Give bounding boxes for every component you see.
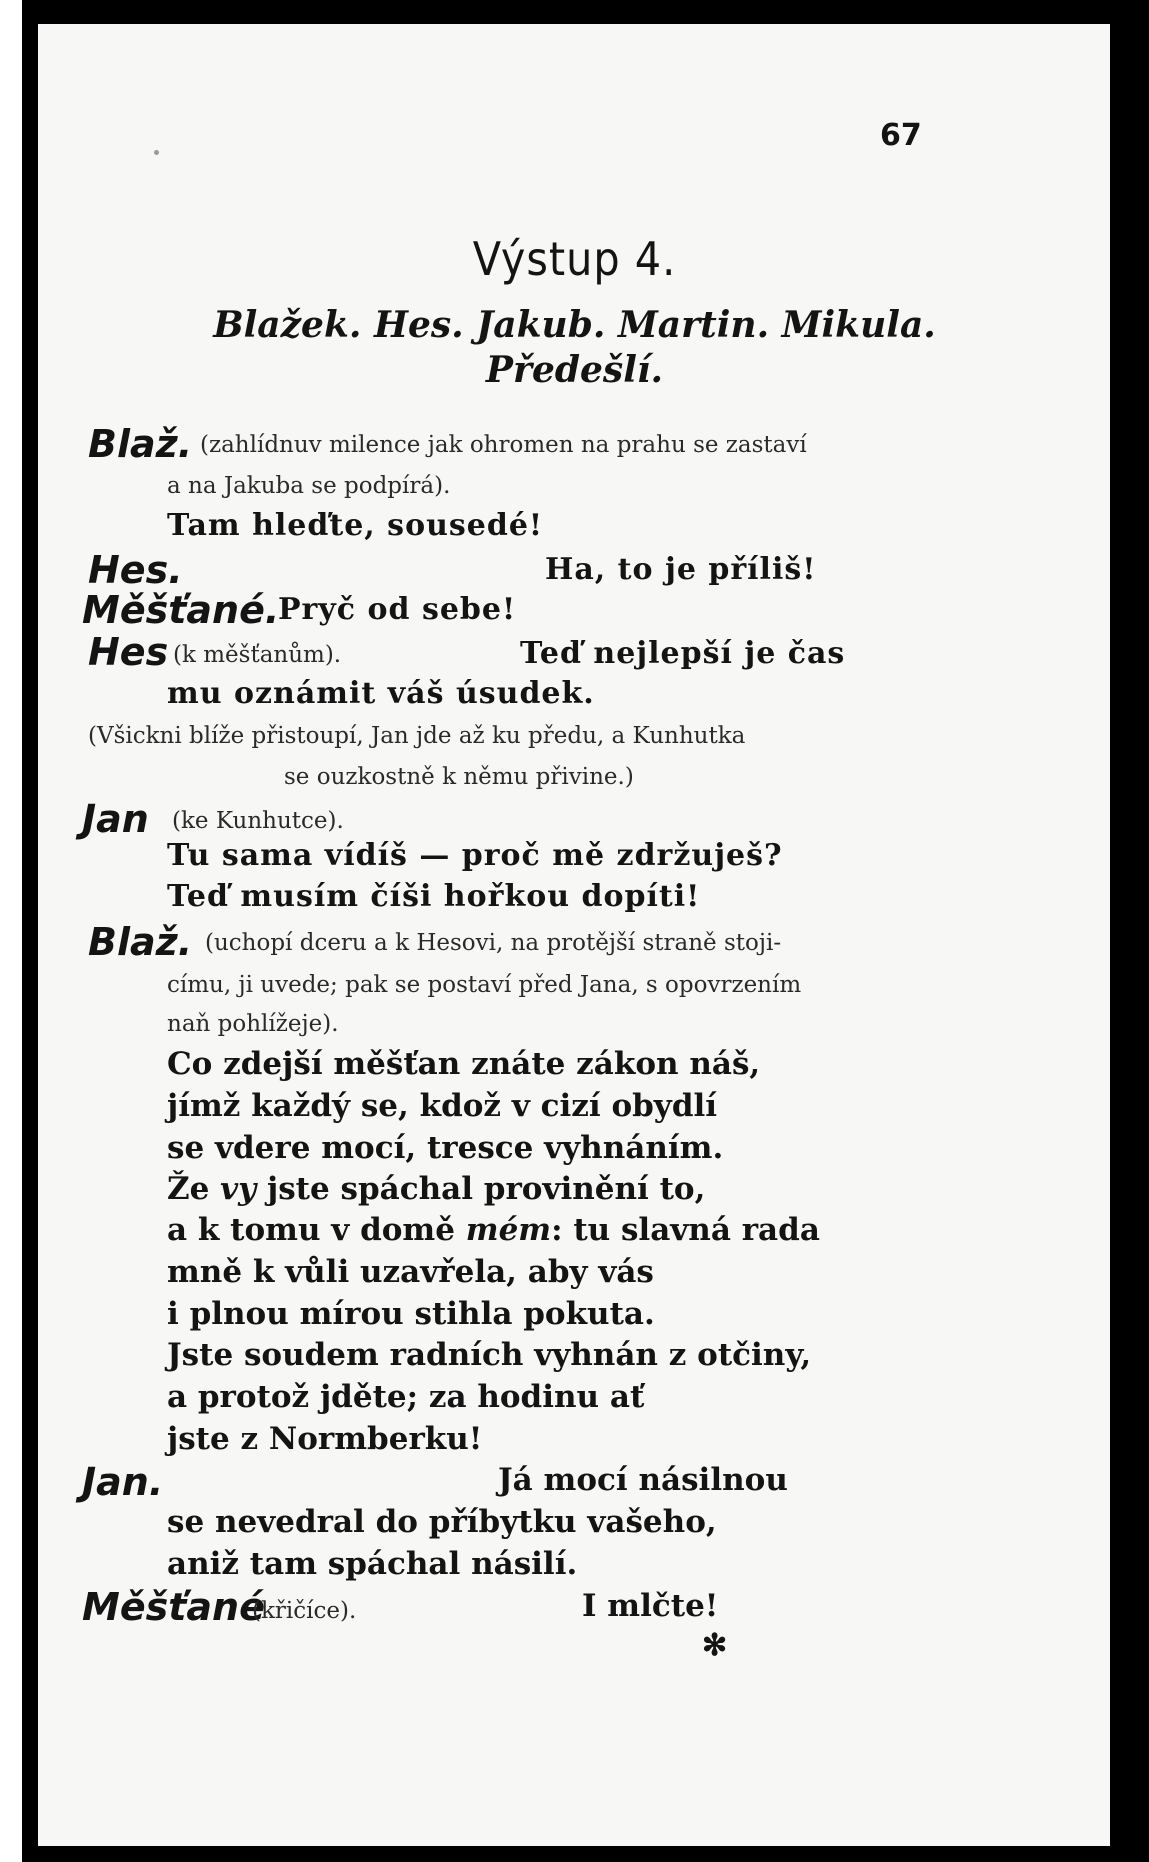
verse-line xyxy=(167,1171,705,1207)
stage-direction: a na Jakuba se podpírá). xyxy=(167,473,451,499)
cast-list-line-2: Předešlí. xyxy=(485,349,664,391)
emphasized-word: vy xyxy=(220,1171,257,1207)
speaker-name: Měšťané xyxy=(82,1585,265,1629)
verse-line: Jste soudem radních vyhnán z otčiny, xyxy=(167,1337,812,1373)
verse-line: jímž každý se, kdož v cizí obydlí xyxy=(167,1088,718,1124)
speaker-name: Hes xyxy=(88,630,169,674)
scan-speck xyxy=(154,150,159,155)
verse-line xyxy=(167,1212,820,1248)
stage-direction: címu, ji uvede; pak se postaví před Jana, s opovrzením xyxy=(167,972,802,998)
verse-line: mně k vůli uzavřela, aby vás xyxy=(167,1254,654,1290)
verse-word: Že xyxy=(167,1171,210,1207)
verse-line: i plnou mírou stihla pokuta. xyxy=(167,1296,655,1332)
speaker-name: Jan. xyxy=(82,1460,164,1504)
verse-line: Pryč od sebe! xyxy=(278,592,517,627)
speaker-name: Blaž. xyxy=(88,920,193,964)
verse-line: Tu sama vídíš — proč mě zdržuješ? xyxy=(167,838,783,873)
stage-direction: (Všickni blíže přistoupí, Jan jde až ku předu, a Kunhutka xyxy=(88,723,746,749)
page-number: 67 xyxy=(880,118,922,153)
verse-word: jste spáchal provinění to, xyxy=(266,1171,706,1207)
verse-line: I mlčte! xyxy=(582,1588,719,1624)
speaker-name: Blaž. xyxy=(88,422,193,466)
stage-direction: (k měšťanům). xyxy=(173,642,342,668)
verse-line: aniž tam spáchal násilí. xyxy=(167,1546,578,1582)
stage-direction: naň pohlížeje). xyxy=(167,1011,339,1037)
verse-line: Já mocí násilnou xyxy=(498,1462,788,1498)
emphasized-word: mém xyxy=(465,1212,552,1248)
stage-direction: (ke Kunhutce). xyxy=(172,808,344,834)
verse-word: : tu slavná rada xyxy=(551,1212,820,1248)
speaker-name: Jan xyxy=(82,797,149,841)
verse-line: a protož jděte; za hodinu ať xyxy=(167,1379,645,1415)
stage-direction: (křičíce). xyxy=(252,1598,357,1624)
verse-word: a k tomu v domě xyxy=(167,1212,455,1248)
verse-line: Ha, to je příliš! xyxy=(545,552,817,587)
scene-heading: Výstup 4. xyxy=(472,232,677,286)
verse-line: jste z Normberku! xyxy=(167,1421,483,1457)
verse-line: Teď nejlepší je čas xyxy=(520,636,846,671)
stage-direction: (zahlídnuv milence jak ohromen na prahu se zastaví xyxy=(200,432,807,458)
speaker-name: Měšťané. xyxy=(82,588,280,632)
cast-list-line-1: Blažek. Hes. Jakub. Martin. Mikula. xyxy=(213,304,936,346)
speaker-name: Hes. xyxy=(88,548,183,592)
verse-line: se nevedral do příbytku vašeho, xyxy=(167,1504,717,1540)
stage-direction: (uchopí dceru a k Hesovi, na protější straně stoji- xyxy=(205,930,782,956)
stage-direction: se ouzkostně k němu přivine.) xyxy=(284,764,634,790)
verse-line: se vdere mocí, tresce vyhnáním. xyxy=(167,1130,724,1166)
section-ornament: ✻ xyxy=(702,1628,728,1663)
verse-line: Teď musím číši hořkou dopíti! xyxy=(167,879,701,914)
verse-line: mu oznámit váš úsudek. xyxy=(167,676,595,711)
verse-line: Tam hleďte, sousedé! xyxy=(167,508,544,543)
verse-line: Co zdejší měšťan znáte zákon náš, xyxy=(167,1046,761,1082)
